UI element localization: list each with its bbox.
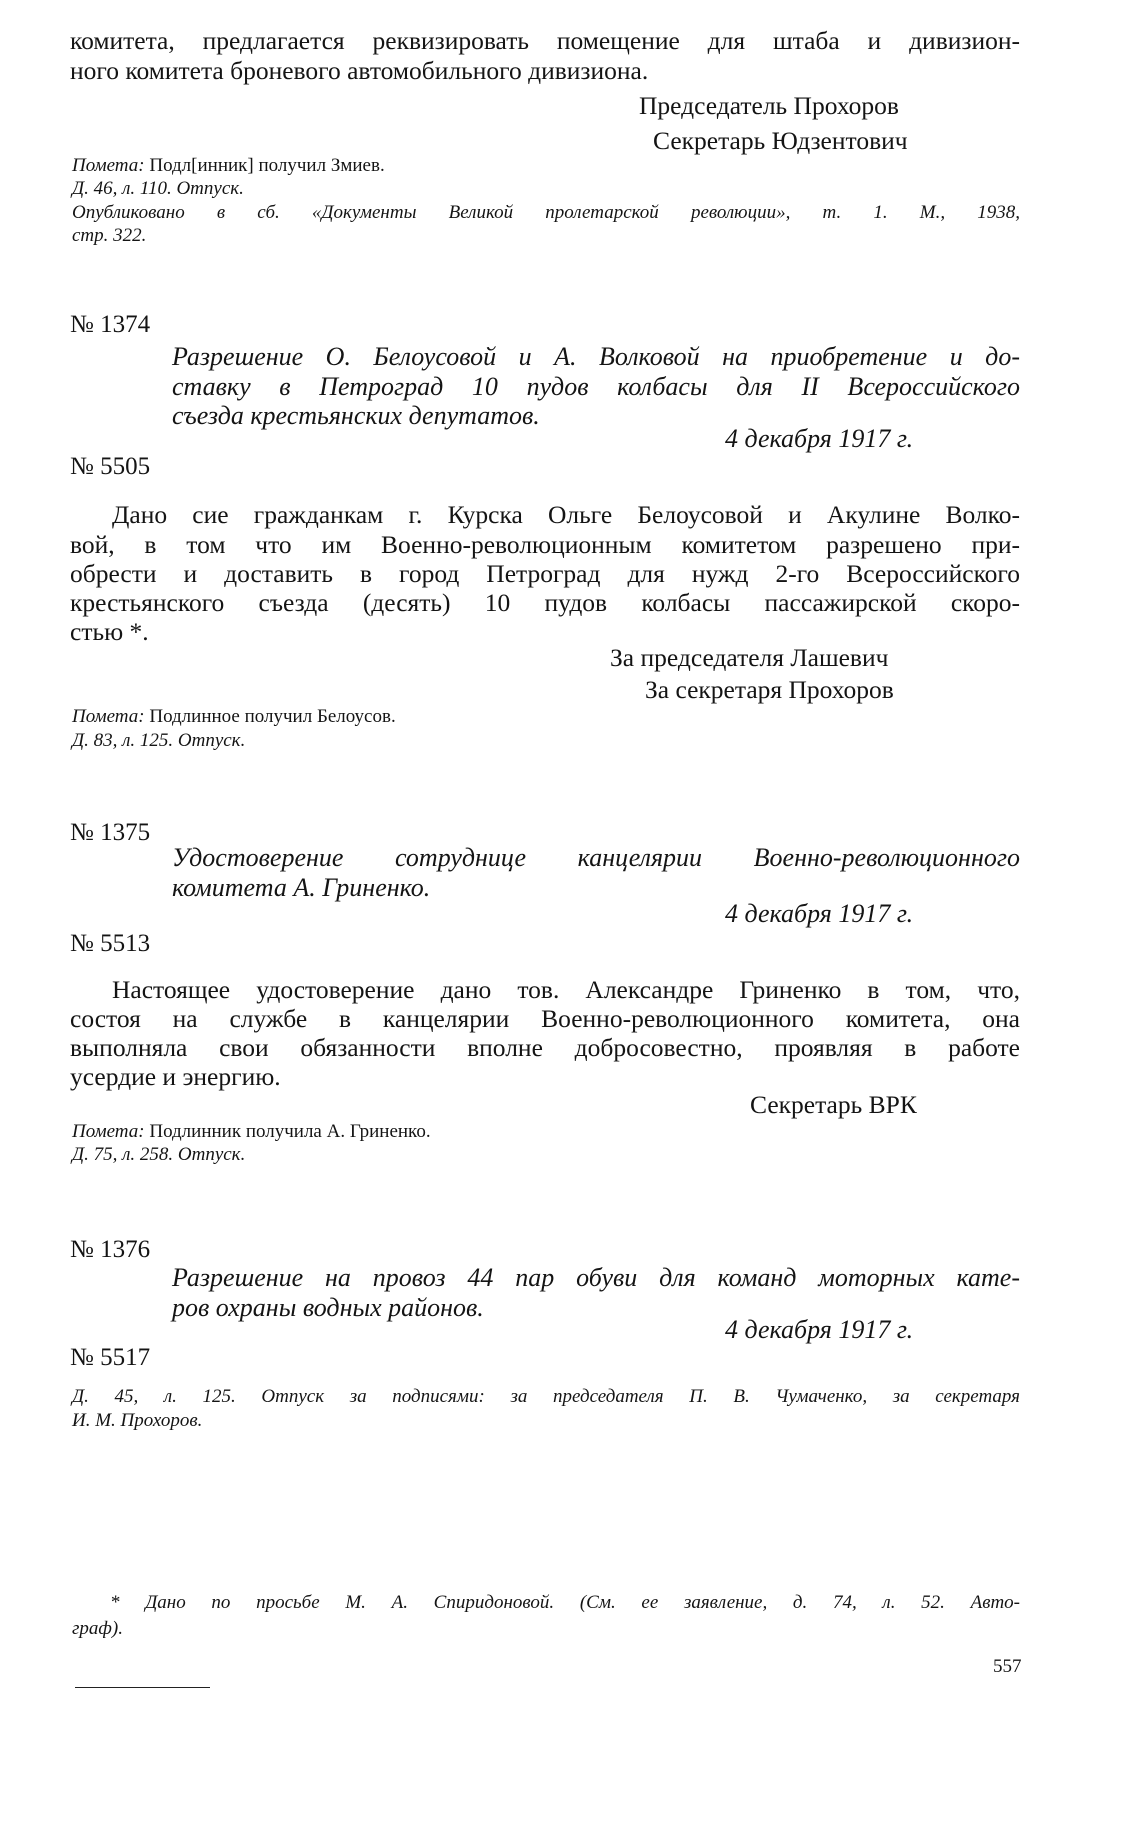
opening-archive-ref: Д. 46, л. 110. Отпуск. <box>72 178 244 199</box>
doc-1375-title-line-1: Удостоверение сотруднице канцелярии Военно-революционного <box>172 843 1020 872</box>
opening-signature-secretary: Секретарь Юдзентович <box>653 126 908 155</box>
doc-1374-body-line-1: Дано сие гражданкам г. Курска Ольге Белоусовой и Акулине Волко- <box>112 500 1020 529</box>
doc-1374-archive-ref: Д. 83, л. 125. Отпуск. <box>72 730 246 751</box>
doc-1374-title-line-2: ставку в Петроград 10 пудов колбасы для II Всероссийского <box>172 372 1020 401</box>
doc-1376-title-line-2: ров охраны водных районов. <box>172 1293 484 1322</box>
doc-1375-reg-number: № 5513 <box>70 930 151 957</box>
doc-1374-body-line-3: обрести и доставить в город Петроград для нужд 2-го Всероссийского <box>70 559 1020 588</box>
doc-1374-signature-secretary: За секретаря Прохоров <box>645 675 894 704</box>
doc-1376-title-line-1: Разрешение на провоз 44 пар обуви для команд моторных кате- <box>172 1263 1020 1292</box>
doc-1374-title-line-3: съезда крестьянских депутатов. <box>172 401 540 430</box>
opening-publication-ref: Опубликовано в сб. «Документы Великой пролетарской революции», т. 1. М., 1938, <box>72 202 1020 223</box>
doc-1376-date: 4 декабря 1917 г. <box>725 1315 914 1344</box>
doc-1376-archive-ref-line-2: И. М. Прохоров. <box>72 1410 203 1431</box>
note-text: Подлинное получил Белоусов. <box>144 706 396 727</box>
opening-line-1: комитета, предлагается реквизировать помещение для штаба и дивизион- <box>70 26 1020 55</box>
opening-signature-chair: Председатель Прохоров <box>639 91 899 120</box>
doc-1374-reg-number: № 5505 <box>70 453 151 480</box>
doc-1375-body-line-4: усердие и энергию. <box>70 1062 281 1091</box>
note-text: Подл[инник] получил Змиев. <box>144 155 385 176</box>
doc-1375-archive-ref: Д. 75, л. 258. Отпуск. <box>72 1144 246 1165</box>
doc-1375-body-line-2: состоя на службе в канцелярии Военно-революционного комитета, она <box>70 1004 1020 1033</box>
doc-1374-body-line-4: крестьянского съезда (десять) 10 пудов колбасы пассажирской скоро- <box>70 588 1020 617</box>
doc-1375-title-line-2: комитета А. Гриненко. <box>172 873 431 902</box>
doc-1375-date: 4 декабря 1917 г. <box>725 899 914 928</box>
page-number: 557 <box>993 1656 1022 1677</box>
doc-1374-signature-chair: За председателя Лашевич <box>610 643 889 672</box>
doc-1375-note-mark <box>72 1120 431 1143</box>
footnote-line-2: граф). <box>72 1618 123 1639</box>
doc-1374-body-line-2: вой, в том что им Военно-революционным комитетом разрешено при- <box>70 530 1020 559</box>
doc-1376-reg-number: № 5517 <box>70 1344 151 1371</box>
opening-note-mark <box>72 154 385 177</box>
doc-1375-signature-secretary: Секретарь ВРК <box>750 1090 917 1119</box>
doc-1374-number: № 1374 <box>70 311 151 338</box>
doc-1375-body-line-3: выполняла свои обязанности вполне добросовестно, проявляя в работе <box>70 1033 1020 1062</box>
doc-1375-body-line-1: Настоящее удостоверение дано тов. Александре Гриненко в том, что, <box>112 975 1020 1004</box>
doc-1374-title-line-1: Разрешение О. Белоусовой и А. Волковой на приобретение и до- <box>172 342 1020 371</box>
doc-1374-note-mark <box>72 705 396 728</box>
note-text: Подлинник получила А. Гриненко. <box>144 1121 431 1142</box>
doc-1374-body-line-5: стью *. <box>70 617 149 646</box>
note-label: Помета: <box>72 706 145 727</box>
note-label: Помета: <box>72 155 145 176</box>
opening-line-2: ного комитета броневого автомобильного дивизиона. <box>70 56 649 85</box>
doc-1374-date: 4 декабря 1917 г. <box>725 424 914 453</box>
footnote-rule <box>75 1687 210 1688</box>
footnote-line-1: * Дано по просьбе М. А. Спиридоновой. (См. ее заявление, д. 74, л. 52. Авто- <box>110 1592 1020 1613</box>
note-label: Помета: <box>72 1121 145 1142</box>
doc-1375-number: № 1375 <box>70 819 151 846</box>
doc-1376-number: № 1376 <box>70 1236 151 1263</box>
doc-1376-archive-ref-line-1: Д. 45, л. 125. Отпуск за подписями: за председателя П. В. Чумаченко, за секретаря <box>72 1386 1020 1407</box>
opening-publication-page: стр. 322. <box>72 225 147 246</box>
